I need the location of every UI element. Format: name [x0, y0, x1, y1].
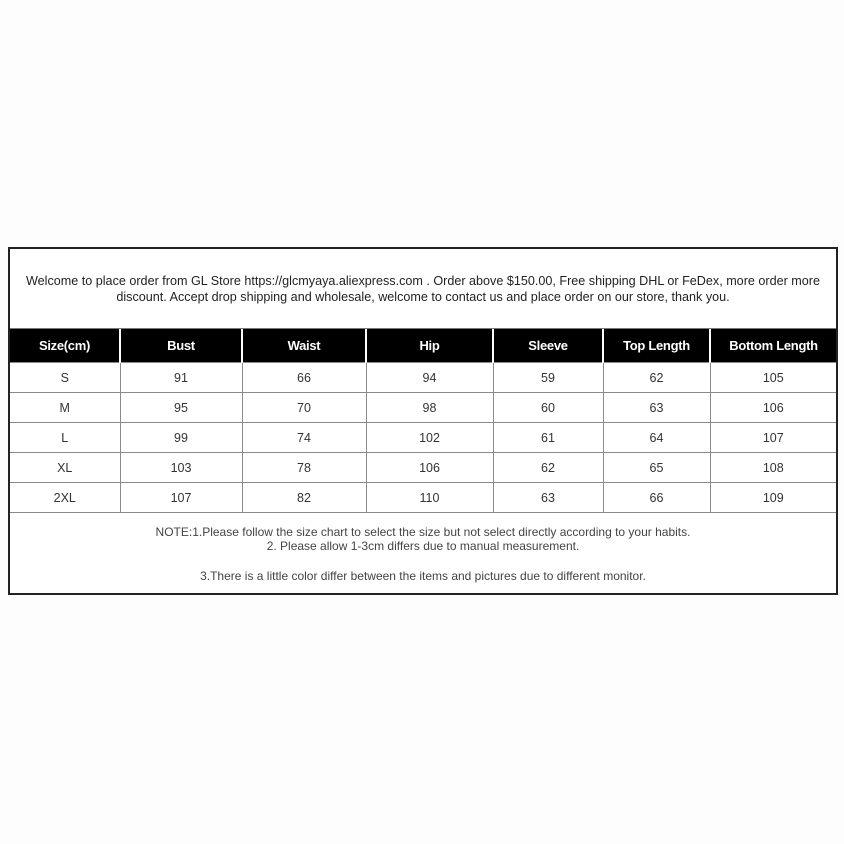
note-spacer: [10, 553, 836, 569]
cell-waist: 74: [242, 423, 366, 453]
table-row: [10, 423, 836, 453]
header-waist: Waist: [242, 329, 366, 363]
cell-size: 2XL: [10, 483, 120, 513]
note-line-2: 2. Please allow 1-3cm differs due to manual measurement.: [266, 539, 580, 553]
cell-waist: 78: [242, 453, 366, 483]
header-top-length: Top Length: [603, 329, 710, 363]
cell-hip: 110: [366, 483, 493, 513]
cell-sleeve: 62: [493, 453, 603, 483]
cell-bottom-length: 105: [710, 363, 836, 393]
table-row: [10, 453, 836, 483]
cell-top-length: 66: [603, 483, 710, 513]
cell-bottom-length: 109: [710, 483, 836, 513]
cell-sleeve: 60: [493, 393, 603, 423]
store-banner: Welcome to place order from GL Store https://glcmyaya.aliexpress.com . Order above $150.00, Free shipping DHL or FeDex, more order more discount. Accept drop shipping and wholesale, welcome to contact us and place order on our store, thank you.: [10, 249, 836, 329]
header-hip: Hip: [366, 329, 493, 363]
cell-bust: 107: [120, 483, 242, 513]
cell-top-length: 64: [603, 423, 710, 453]
cell-sleeve: 59: [493, 363, 603, 393]
cell-size: M: [10, 393, 120, 423]
header-sleeve: Sleeve: [493, 329, 603, 363]
cell-bust: 95: [120, 393, 242, 423]
cell-size: XL: [10, 453, 120, 483]
size-table: [10, 329, 836, 513]
header-bottom-length: Bottom Length: [710, 329, 836, 363]
cell-size: S: [10, 363, 120, 393]
cell-top-length: 62: [603, 363, 710, 393]
cell-hip: 106: [366, 453, 493, 483]
table-row: [10, 393, 836, 423]
cell-waist: 82: [242, 483, 366, 513]
cell-top-length: 63: [603, 393, 710, 423]
cell-hip: 98: [366, 393, 493, 423]
cell-top-length: 65: [603, 453, 710, 483]
table-header-row: [10, 329, 836, 363]
size-chart: [8, 247, 838, 595]
cell-sleeve: 63: [493, 483, 603, 513]
note-line-3: 3.There is a little color differ between the items and pictures due to different monitor.: [200, 569, 646, 583]
cell-bust: 103: [120, 453, 242, 483]
cell-hip: 102: [366, 423, 493, 453]
header-bust: Bust: [120, 329, 242, 363]
table-row: [10, 363, 836, 393]
table-row: [10, 483, 836, 513]
cell-bottom-length: 107: [710, 423, 836, 453]
cell-bust: 99: [120, 423, 242, 453]
cell-waist: 66: [242, 363, 366, 393]
cell-bottom-length: 106: [710, 393, 836, 423]
cell-hip: 94: [366, 363, 493, 393]
size-notes: [10, 513, 836, 583]
cell-waist: 70: [242, 393, 366, 423]
cell-bottom-length: 108: [710, 453, 836, 483]
cell-sleeve: 61: [493, 423, 603, 453]
note-line-1: NOTE:1.Please follow the size chart to select the size but not select directly according to your habits.: [155, 525, 691, 539]
cell-size: L: [10, 423, 120, 453]
cell-bust: 91: [120, 363, 242, 393]
header-size: Size(cm): [10, 329, 120, 363]
